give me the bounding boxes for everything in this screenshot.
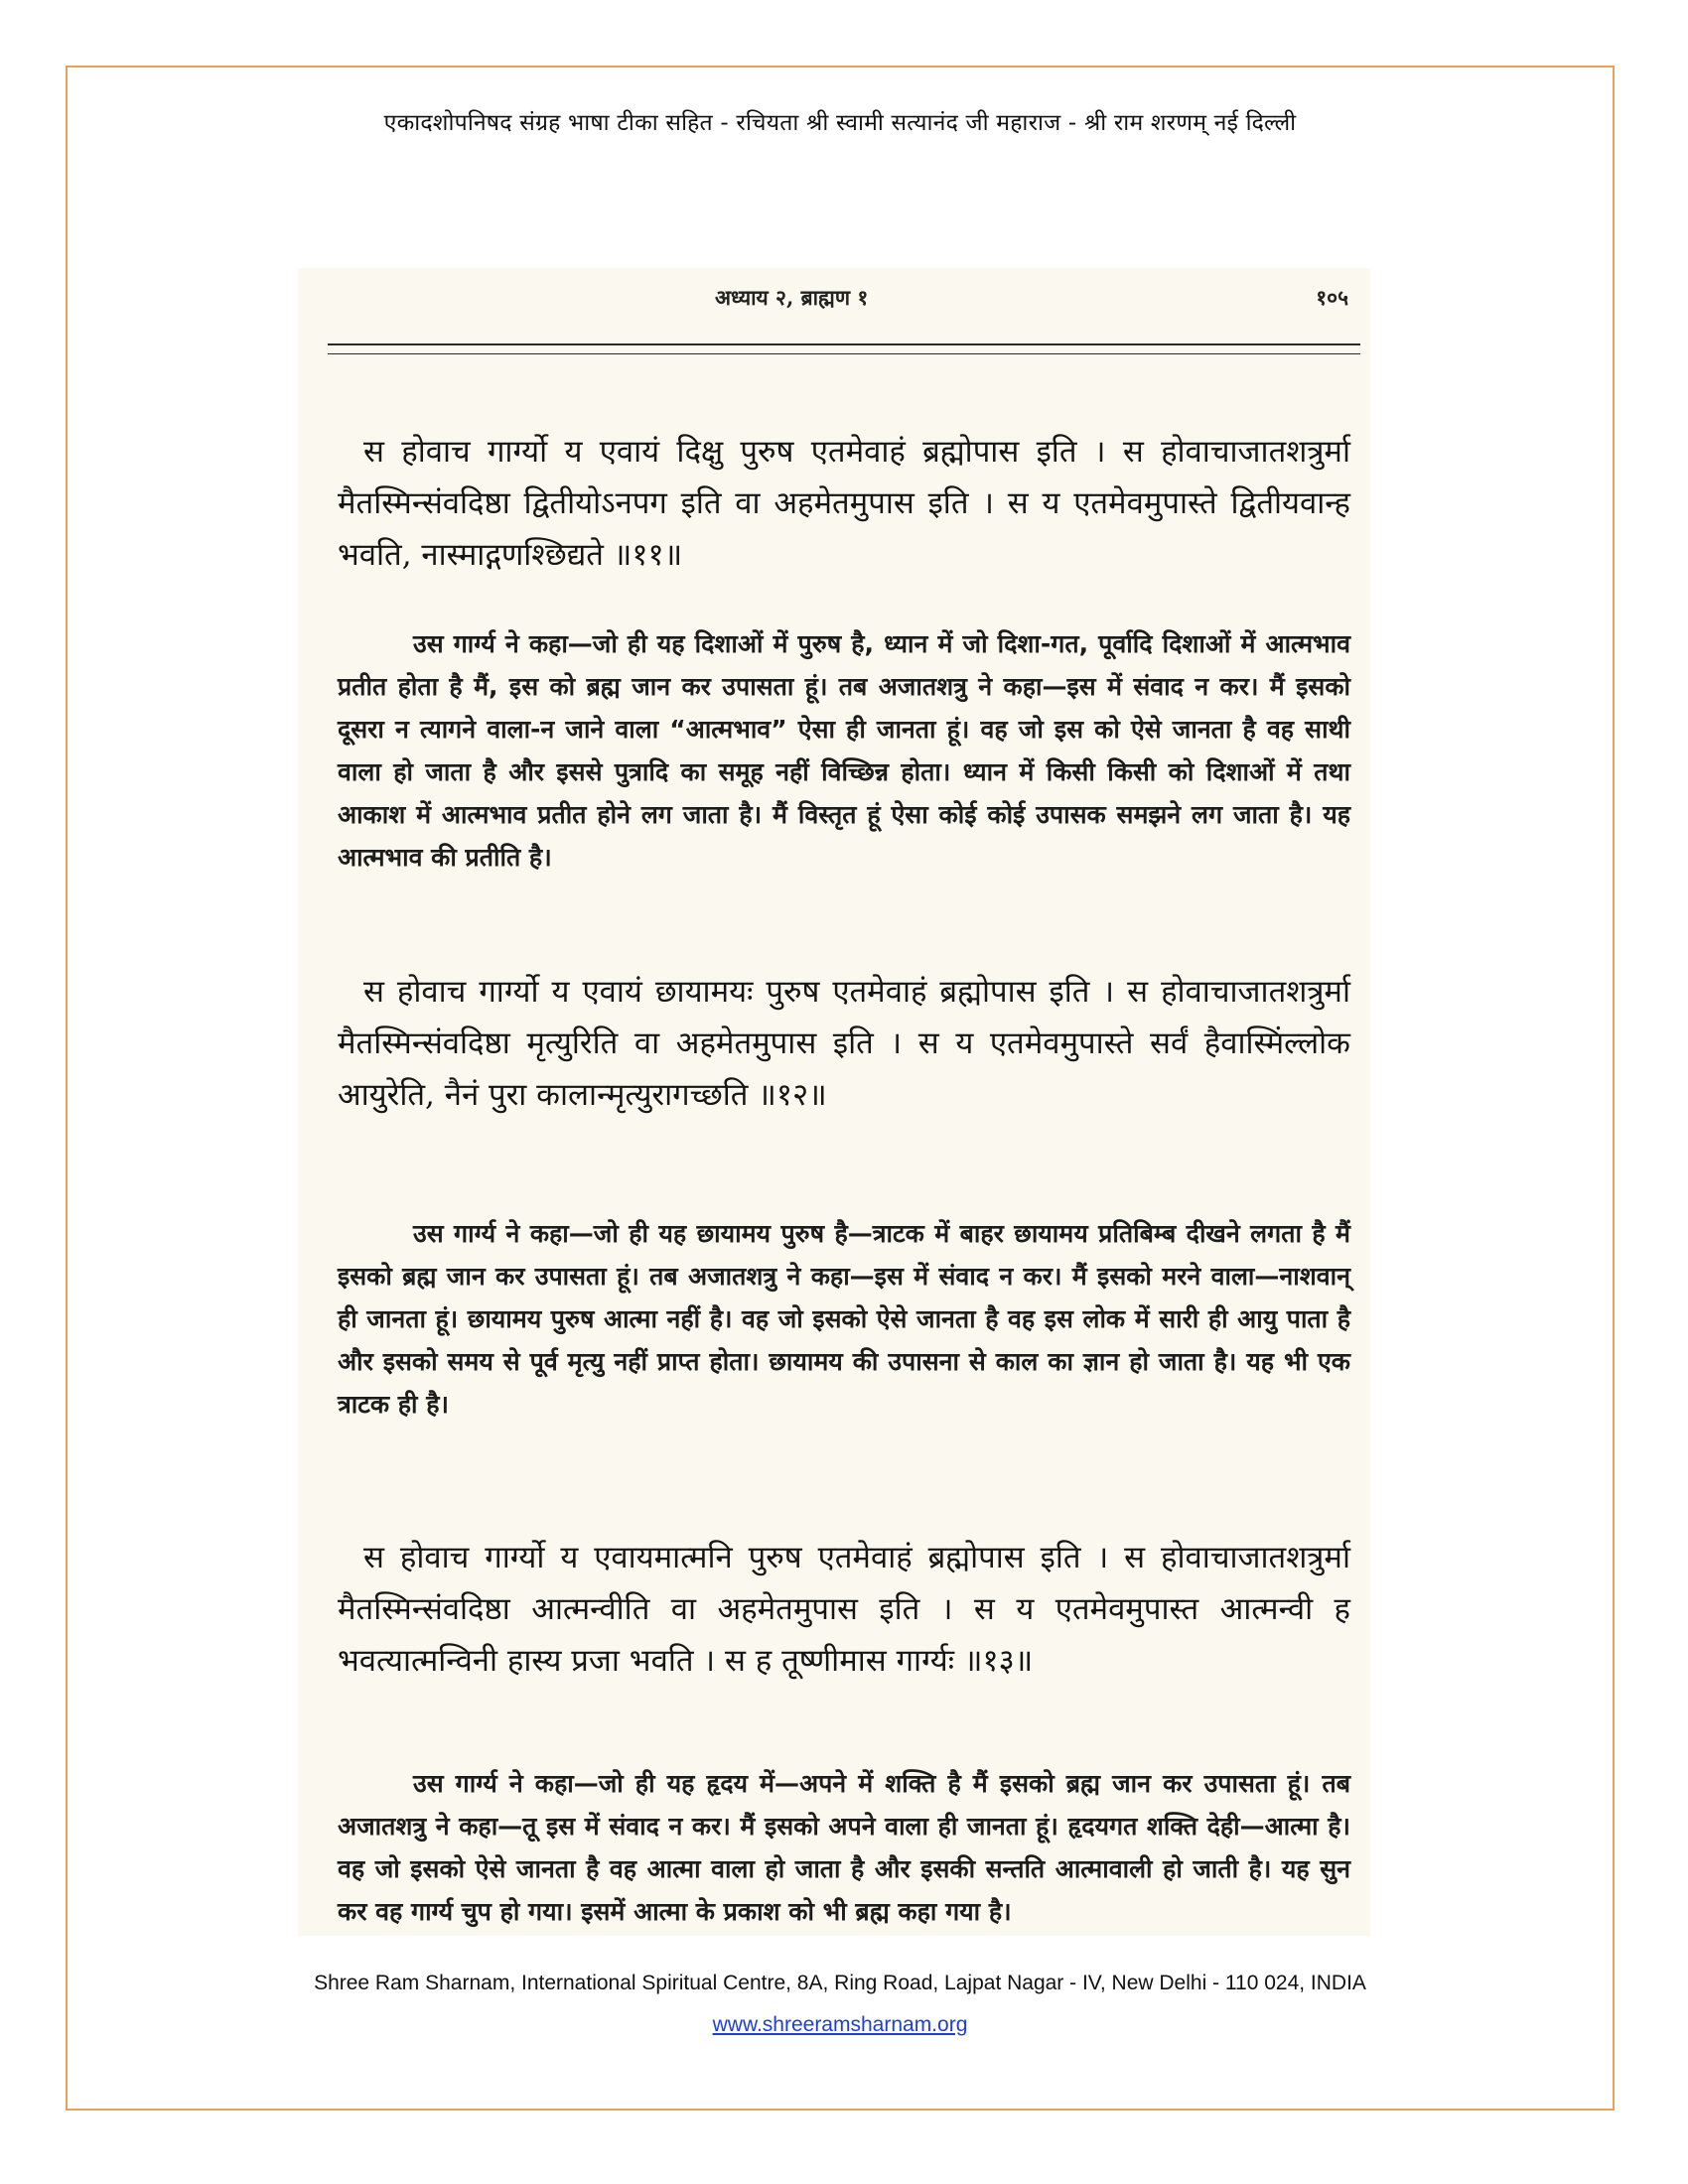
running-head [328,284,1370,314]
sanskrit-verse-13: स होवाच गार्ग्यो य एवायमात्मनि पुरुष एतमेवाहं ब्रह्मोपास इति । स होवाचाजातशत्रुर्मा मैतस्मिन्संवदिष्ठा आत्मन्वीति वा अहमेतमुपास इति । स य एतमेवमुपास्त आत्मन्वी ह भवत्यात्मन्विनी हास्य प्रजा भवति । स ह तूष्णीमास गार्ग्यः ॥१३॥ [338,1540,1350,1679]
page-number: १०५ [1316,285,1348,310]
chapter-title: अध्याय २, ब्राह्मण १ [715,285,869,310]
sanskrit-verse-12: स होवाच गार्ग्यो य एवायं छायामयः पुरुष एतमेवाहं ब्रह्मोपास इति । स होवाचाजातशत्रुर्मा मैतस्मिन्संवदिष्ठा मृत्युरिति वा अहमेतमुपास इति । स य एतमेवमुपास्ते सर्वं हैवास्मिंल्लोक आयुरेति, नैनं पुरा कालान्मृत्युरागच्छति ॥१२॥ [338,974,1350,1113]
website-link[interactable]: www.shreeramsharnam.org [712,2013,968,2036]
footer-address: Shree Ram Sharnam, International Spiritual Centre, 8A, Ring Road, Lajpat Nagar - IV, New Delhi - 110 024, INDIA [314,1972,1366,1994]
header-rule [328,343,1360,345]
sanskrit-verse-11: स होवाच गार्ग्यो य एवायं दिक्षु पुरुष एतमेवाहं ब्रह्मोपास इति । स होवाचाजातशत्रुर्मा मैतस्मिन्संवदिष्ठा द्वितीयोऽनपग इति वा अहमेतमुपास इति । स य एतमेवमुपास्ते द्वितीयवान्ह भवति, नास्माद्गणश्छिद्यते ॥११॥ [338,434,1350,573]
hindi-commentary-13: उस गार्ग्य ने कहा—जो ही यह हृदय में—अपने में शक्ति है मैं इसको ब्रह्म जान कर उपासता हूं। तब अजातशत्रु ने कहा—तू इस में संवाद न कर। मैं इसको अपने वाला ही जानता हूं। हृदयगत शक्ति देही—आत्मा है। वह जो इसको ऐसे जानता है वह आत्मा वाला हो जाता है और इसकी सन्तति आत्मावाली हो जाती है। यह सुन कर वह गार्ग्य चुप हो गया। इसमें आत्मा के प्रकाश को भी ब्रह्म कहा गया है। [338,1769,1350,1926]
page-header: एकादशोपनिषद संग्रह भाषा टीका सहित - रचियता श्री स्वामी सत्यानंद जी महाराज - श्री राम शरणम् नई दिल्ली [383,110,1297,136]
hindi-commentary-11: उस गार्ग्य ने कहा—जो ही यह दिशाओं में पुरुष है, ध्यान में जो दिशा-गत, पूर्वादि दिशाओं में आत्मभाव प्रतीत होता है मैं, इस को ब्रह्म जान कर उपासता हूं। तब अजातशत्रु ने कहा—इस में संवाद न कर। मैं इसको दूसरा न त्यागने वाला-न जाने वाला “आत्मभाव” ऐसा ही जानता हूं। वह जो इस को ऐसे जानता है वह साथी वाला हो जाता है और इससे पुत्रादि का समूह नहीं विच्छिन्न होता। ध्यान में किसी किसी को दिशाओं में तथा आकाश में आत्मभाव प्रतीत होने लग जाता है। मैं विस्तृत हूं ऐसा कोई कोई उपासक समझने लग जाता है। यह आत्मभाव की प्रतीति है। [338,629,1350,872]
hindi-commentary-12: उस गार्ग्य ने कहा—जो ही यह छायामय पुरुष है—त्राटक में बाहर छायामय प्रतिबिम्ब दीखने लगता है मैं इसको ब्रह्म जान कर उपासता हूं। तब अजातशत्रु ने कहा—इस में संवाद न कर। मैं इसको मरने वाला—नाशवान् ही जानता हूं। छायामय पुरुष आत्मा नहीं है। वह जो इसको ऐसे जानता है वह इस लोक में सारी ही आयु पाता है और इसको समय से पूर्व मृत्यु नहीं प्राप्त होता। छायामय की उपासना से काल का ज्ञान हो जाता है। यह भी एक त्राटक ही है। [338,1219,1350,1419]
header-rule-thin [328,353,1360,354]
footer-url-wrapper [66,2013,1615,2037]
